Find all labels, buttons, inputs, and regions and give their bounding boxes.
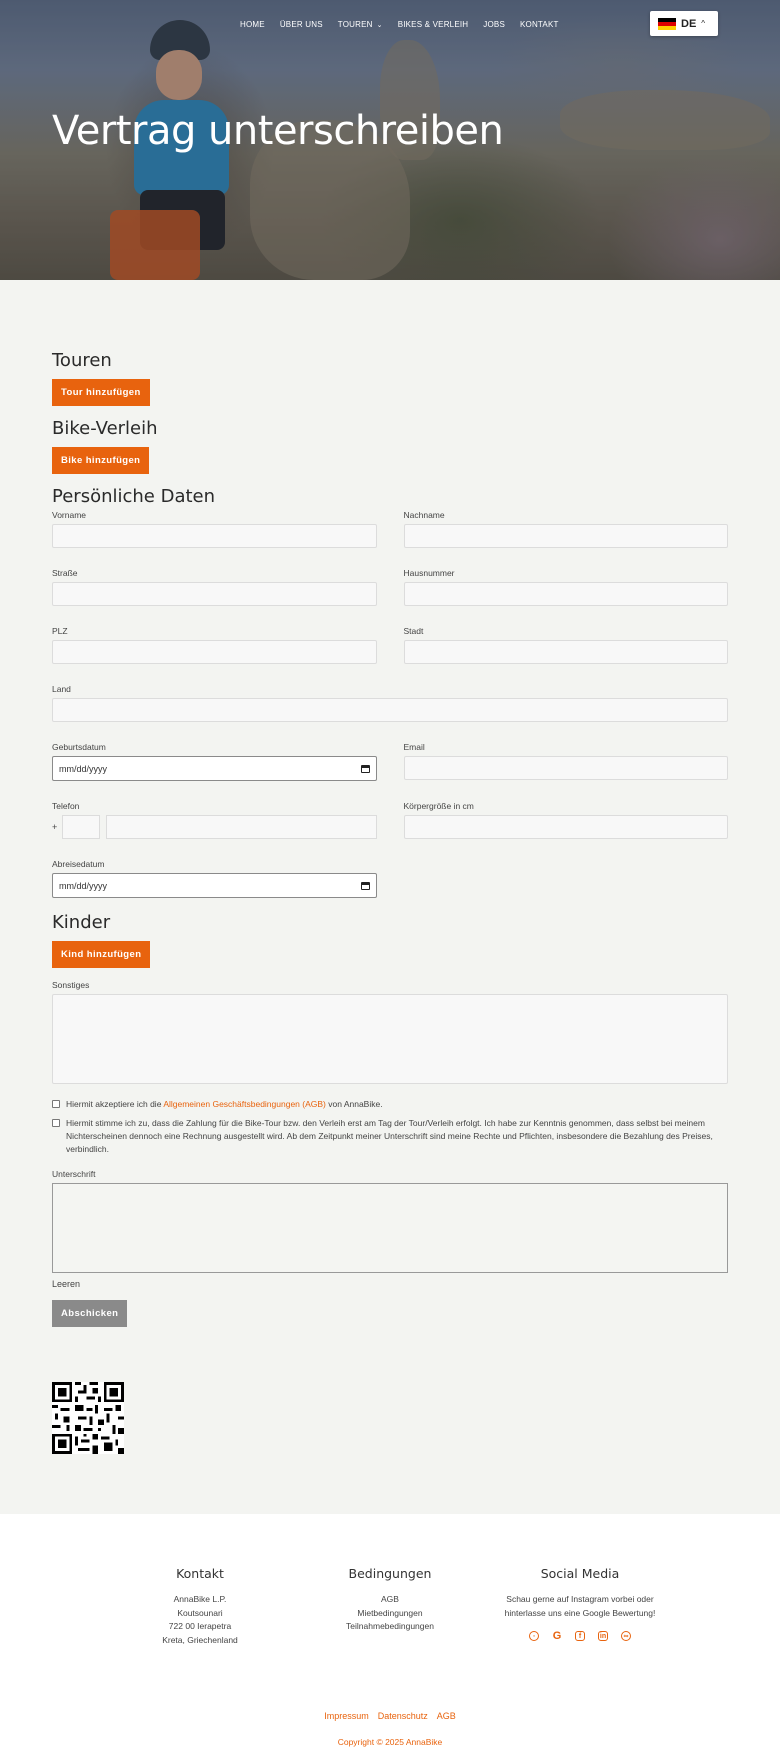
footer (0, 1514, 780, 1757)
page-title: Vertrag unterschreiben (52, 108, 504, 154)
footer-link-impressum[interactable]: Impressum (324, 1711, 369, 1721)
hausnummer-label: Hausnummer (403, 568, 455, 578)
language-code: DE (681, 17, 697, 30)
nav-item-touren-label: TOUREN (337, 20, 373, 29)
vorname-label: Vorname (52, 510, 87, 520)
clear-signature-link[interactable]: Leeren (52, 1279, 81, 1289)
plz-input[interactable] (52, 640, 377, 664)
hausnummer-input[interactable] (404, 582, 729, 606)
linkedin-icon[interactable]: in (599, 1632, 607, 1640)
section-title-touren: Touren (52, 350, 112, 371)
abreisedatum-label: Abreisedatum (52, 859, 105, 869)
google-icon[interactable]: G (552, 1630, 562, 1642)
footer-bedingungen-title: Bedingungen (348, 1566, 432, 1581)
instagram-icon[interactable]: ◦ (529, 1631, 539, 1641)
nachname-input[interactable] (404, 524, 729, 548)
payment-consent (52, 1117, 728, 1156)
footer-kontakt-title: Kontakt (176, 1566, 224, 1581)
agb-link[interactable]: Allgemeinen Geschäftsbedingungen (AGB) (163, 1099, 326, 1109)
tel-prefix: + (52, 822, 58, 832)
land-input[interactable] (52, 698, 728, 722)
nachname-label: Nachname (403, 510, 445, 520)
nav-item-jobs[interactable]: JOBS (483, 20, 505, 29)
phone-number-input[interactable] (106, 815, 377, 839)
stadt-label: Stadt (403, 626, 424, 636)
qr-code-image (52, 1382, 124, 1454)
footer-link-datenschutz[interactable]: Datenschutz (377, 1711, 428, 1721)
agb-checkbox[interactable] (52, 1100, 60, 1108)
hero-banner (0, 0, 780, 280)
email-input[interactable] (404, 756, 729, 780)
nav-item-kontakt[interactable]: KONTAKT (519, 20, 559, 29)
nav-item-home[interactable]: HOME (240, 20, 265, 29)
strasse-input[interactable] (52, 582, 377, 606)
plz-label: PLZ (52, 626, 68, 636)
vorname-input[interactable] (52, 524, 377, 548)
calendar-icon[interactable] (361, 765, 370, 773)
footer-social (485, 1566, 675, 1647)
unterschrift-label: Unterschrift (52, 1169, 96, 1179)
footer-kontakt-line: Kreta, Griechenland (162, 1634, 238, 1645)
koerpergroesse-label: Körpergröße in cm (403, 801, 474, 811)
qr-code (52, 1327, 728, 1456)
strasse-label: Straße (52, 568, 78, 578)
section-title-kinder: Kinder (52, 912, 111, 933)
email-label: Email (403, 742, 425, 752)
contract-form (0, 280, 780, 1514)
footer-link-agb-bottom[interactable]: AGB (436, 1711, 456, 1721)
language-switcher[interactable] (650, 11, 718, 36)
sonstiges-textarea[interactable] (52, 994, 728, 1084)
footer-bedingungen (295, 1566, 485, 1647)
footer-kontakt-line: 722 00 Ierapetra (168, 1621, 232, 1631)
footer-kontakt-line: Koutsounari (177, 1607, 223, 1618)
chevron-up-icon: ^ (701, 19, 706, 28)
add-bike-button[interactable]: Bike hinzufügen (52, 447, 149, 474)
footer-link-teilnahmebedingungen[interactable]: Teilnahmebedingungen (346, 1621, 434, 1631)
footer-link-agb[interactable]: AGB (381, 1594, 399, 1604)
geburtsdatum-input[interactable] (52, 756, 377, 781)
add-child-button[interactable]: Kind hinzufügen (52, 941, 150, 968)
payment-checkbox[interactable] (52, 1119, 60, 1127)
chevron-down-icon: ⌄ (376, 22, 383, 29)
add-tour-button[interactable]: Tour hinzufügen (52, 379, 150, 406)
geburtsdatum-label: Geburtsdatum (52, 742, 106, 752)
land-label: Land (52, 684, 71, 694)
date-placeholder: mm/dd/yyyy (59, 763, 108, 774)
section-title-persoenliche-daten: Persönliche Daten (52, 486, 216, 507)
section-title-bike-verleih: Bike-Verleih (52, 418, 158, 439)
footer-social-title: Social Media (540, 1566, 620, 1581)
footer-kontakt (105, 1566, 295, 1647)
signature-pad[interactable] (52, 1183, 728, 1273)
footer-link-mietbedingungen[interactable]: Mietbedingungen (357, 1607, 423, 1618)
agb-text-pre: Hiermit akzeptiere ich die (66, 1099, 164, 1109)
telefon-label: Telefon (52, 801, 80, 811)
nav-item-bikes-verleih[interactable]: BIKES & VERLEIH (397, 20, 469, 29)
abreisedatum-input[interactable] (52, 873, 377, 898)
sonstiges-label: Sonstiges (52, 980, 90, 990)
agb-consent (52, 1098, 728, 1111)
german-flag-icon (658, 18, 676, 30)
date-placeholder: mm/dd/yyyy (59, 880, 108, 891)
hero-rock (560, 90, 770, 150)
link-icon[interactable]: ∞ (621, 1631, 631, 1641)
nav-item-ueber-uns[interactable]: ÜBER UNS (279, 20, 323, 29)
payment-consent-text: Hiermit stimme ich zu, dass die Zahlung für die Bike-Tour bzw. den Verleih erst am Tag der Tour/Verleih erfolgt. Ich habe zur Kenntnis genommen, dass selbst bei meinem Nichterscheinen dennoch eine Rechnung ausgestellt wird. Ab dem Zeitpunkt meiner Unterschrift sind meine Rechte und Pflichten, insbesondere die Bezahlung des Preises, verbindlich. (66, 1118, 713, 1154)
submit-button[interactable]: Abschicken (52, 1300, 127, 1327)
facebook-icon[interactable]: f (575, 1631, 585, 1641)
country-code-input[interactable] (62, 815, 100, 839)
agb-text-post: von AnnaBike. (325, 1099, 383, 1109)
footer-kontakt-line: AnnaBike L.P. (173, 1594, 227, 1604)
stadt-input[interactable] (404, 640, 729, 664)
main-nav (240, 20, 559, 29)
koerpergroesse-input[interactable] (404, 815, 729, 839)
nav-item-touren[interactable] (338, 20, 383, 29)
footer-social-text: Schau gerne auf Instagram vorbei oder hinterlasse uns eine Google Bewertung! (504, 1594, 656, 1618)
copyright: Copyright © 2025 AnnaBike (337, 1737, 443, 1747)
calendar-icon[interactable] (361, 882, 370, 890)
